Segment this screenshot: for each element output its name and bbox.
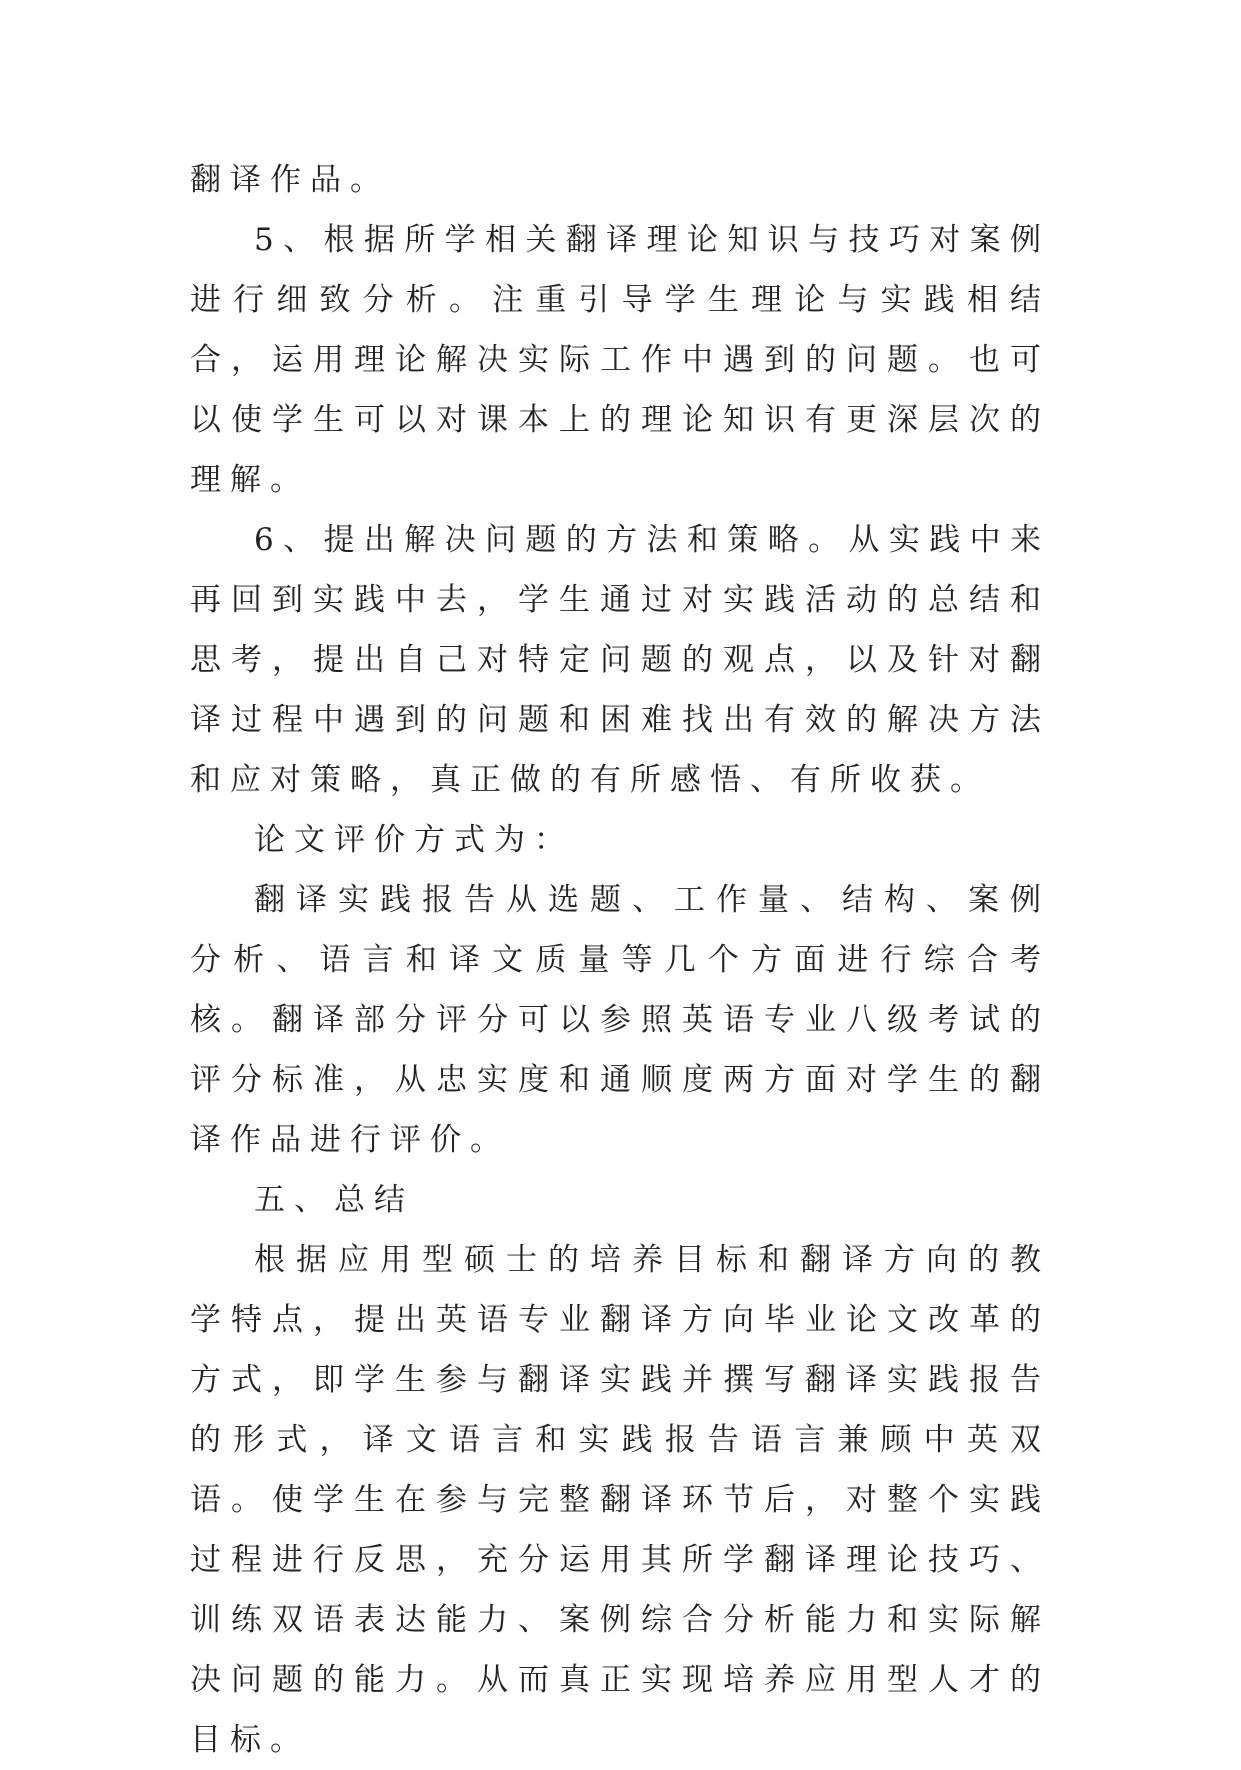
document-body [190, 150, 1050, 1770]
paragraph-evaluation-heading: 论文评价方式为： [254, 822, 574, 858]
section-heading-summary: 五、总结 [254, 1182, 414, 1218]
paragraph-continuation: 翻译作品。 [190, 162, 390, 198]
paragraph-item-6: 6、提出解决问题的方法和策略。从实践中来再回到实践中去，学生通过对实践活动的总结和思考，提出自己对特定问题的观点，以及针对翻译过程中遇到的问题和困难找出有效的解决方法和应对策略，真正做的有所感悟、有所收获。 [190, 522, 1050, 798]
paragraph-item-5: 5、根据所学相关翻译理论知识与技巧对案例进行细致分析。注重引导学生理论与实践相结合，运用理论解决实际工作中遇到的问题。也可以使学生可以对课本上的理论知识有更深层次的理解。 [190, 222, 1050, 498]
paragraph-evaluation-body: 翻译实践报告从选题、工作量、结构、案例分析、语言和译文质量等几个方面进行综合考核。翻译部分评分可以参照英语专业八级考试的评分标准，从忠实度和通顺度两方面对学生的翻译作品进行评价。 [190, 882, 1050, 1158]
paragraph-summary-body: 根据应用型硕士的培养目标和翻译方向的教学特点，提出英语专业翻译方向毕业论文改革的方式，即学生参与翻译实践并撰写翻译实践报告的形式，译文语言和实践报告语言兼顾中英双语。使学生在参与完整翻译环节后，对整个实践过程进行反思，充分运用其所学翻译理论技巧、训练双语表达能力、案例综合分析能力和实际解决问题的能力。从而真正实现培养应用型人才的目标。 [190, 1242, 1050, 1758]
